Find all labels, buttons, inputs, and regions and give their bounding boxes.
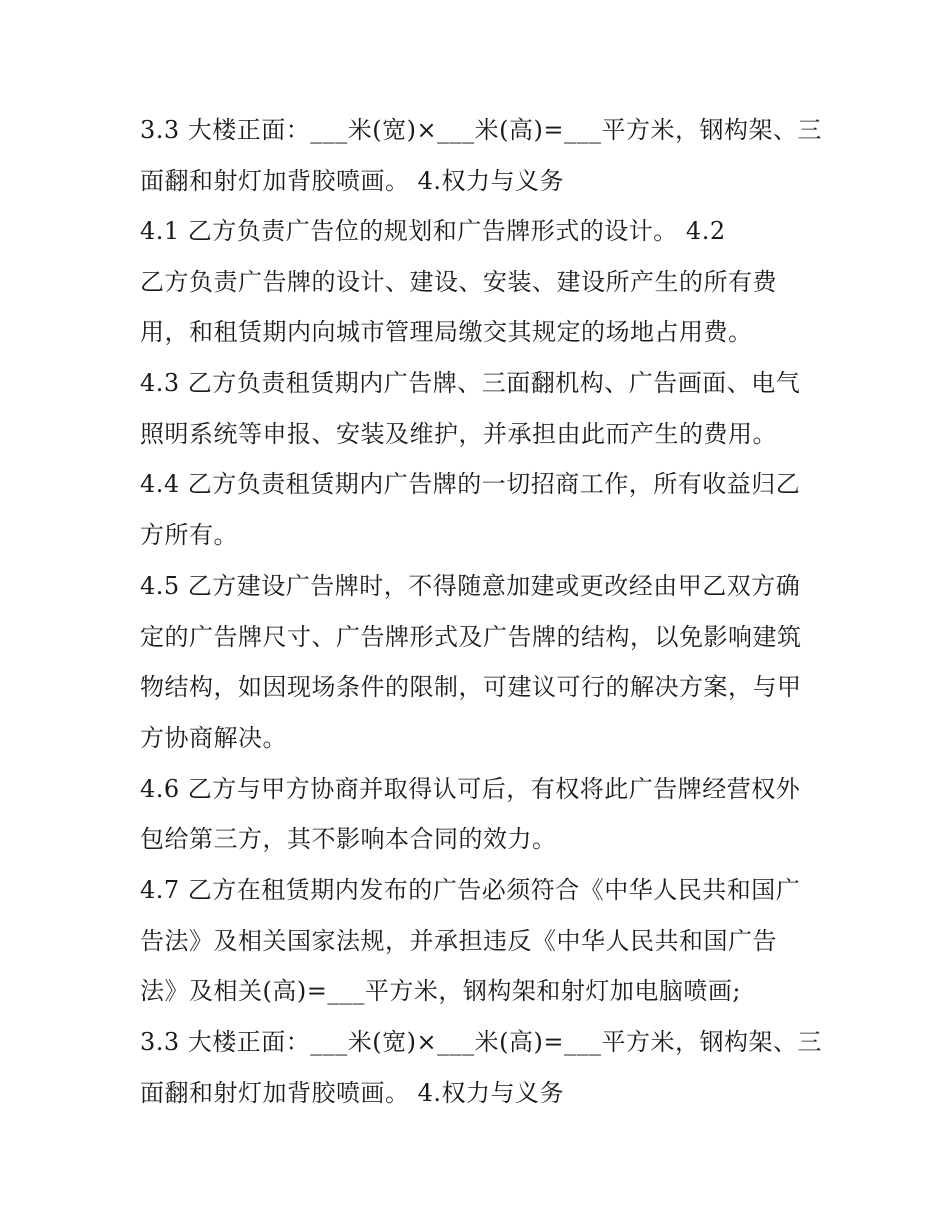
text-line: 乙方负责广告牌的设计、建设、安装、建设所产生的所有费	[140, 268, 777, 296]
text-line: 4.5 乙方建设广告牌时，不得随意加建或更改经由甲乙双方确	[140, 572, 801, 600]
text-line: 面翻和射灯加背胶喷画。 4.权力与义务	[140, 167, 565, 195]
text-line: 照明系统等申报、安装及维护，并承担由此而产生的费用。	[140, 420, 777, 448]
text-line: 物结构，如因现场条件的限制，可建议可行的解决方案，与甲	[140, 673, 802, 701]
text-line: 4.7 乙方在租赁期内发布的广告必须符合《中华人民共和国广	[140, 876, 801, 904]
text-line: 告法》及相关国家法规，并承担违反《中华人民共和国广告	[140, 927, 777, 955]
text-line: 用，和租赁期内向城市管理局缴交其规定的场地占用费。	[140, 318, 753, 346]
text-line: 面翻和射灯加背胶喷画。 4.权力与义务	[140, 1079, 565, 1107]
text-line: 定的广告牌尺寸、广告牌形式及广告牌的结构，以免影响建筑	[140, 623, 802, 651]
text-line: 3.3 大楼正面：___米(宽)×___米(高)=___平方米，钢构架、三	[140, 116, 822, 144]
text-line: 4.3 乙方负责租赁期内广告牌、三面翻机构、广告画面、电气	[140, 369, 801, 397]
text-line: 3.3 大楼正面：___米(宽)×___米(高)=___平方米，钢构架、三	[140, 1028, 822, 1056]
text-line: 4.4 乙方负责租赁期内广告牌的一切招商工作，所有收益归乙	[140, 470, 801, 498]
text-line: 法》及相关(高)=___平方米，钢构架和射灯加电脑喷画;	[140, 977, 741, 1005]
text-line: 4.6 乙方与甲方协商并取得认可后，有权将此广告牌经营权外	[140, 775, 801, 803]
text-line: 方所有。	[140, 521, 238, 549]
text-line: 包给第三方，其不影响本合同的效力。	[140, 825, 557, 853]
text-line: 4.1 乙方负责广告位的规划和广告牌形式的设计。 4.2	[140, 217, 726, 245]
text-line: 方协商解决。	[140, 724, 287, 752]
